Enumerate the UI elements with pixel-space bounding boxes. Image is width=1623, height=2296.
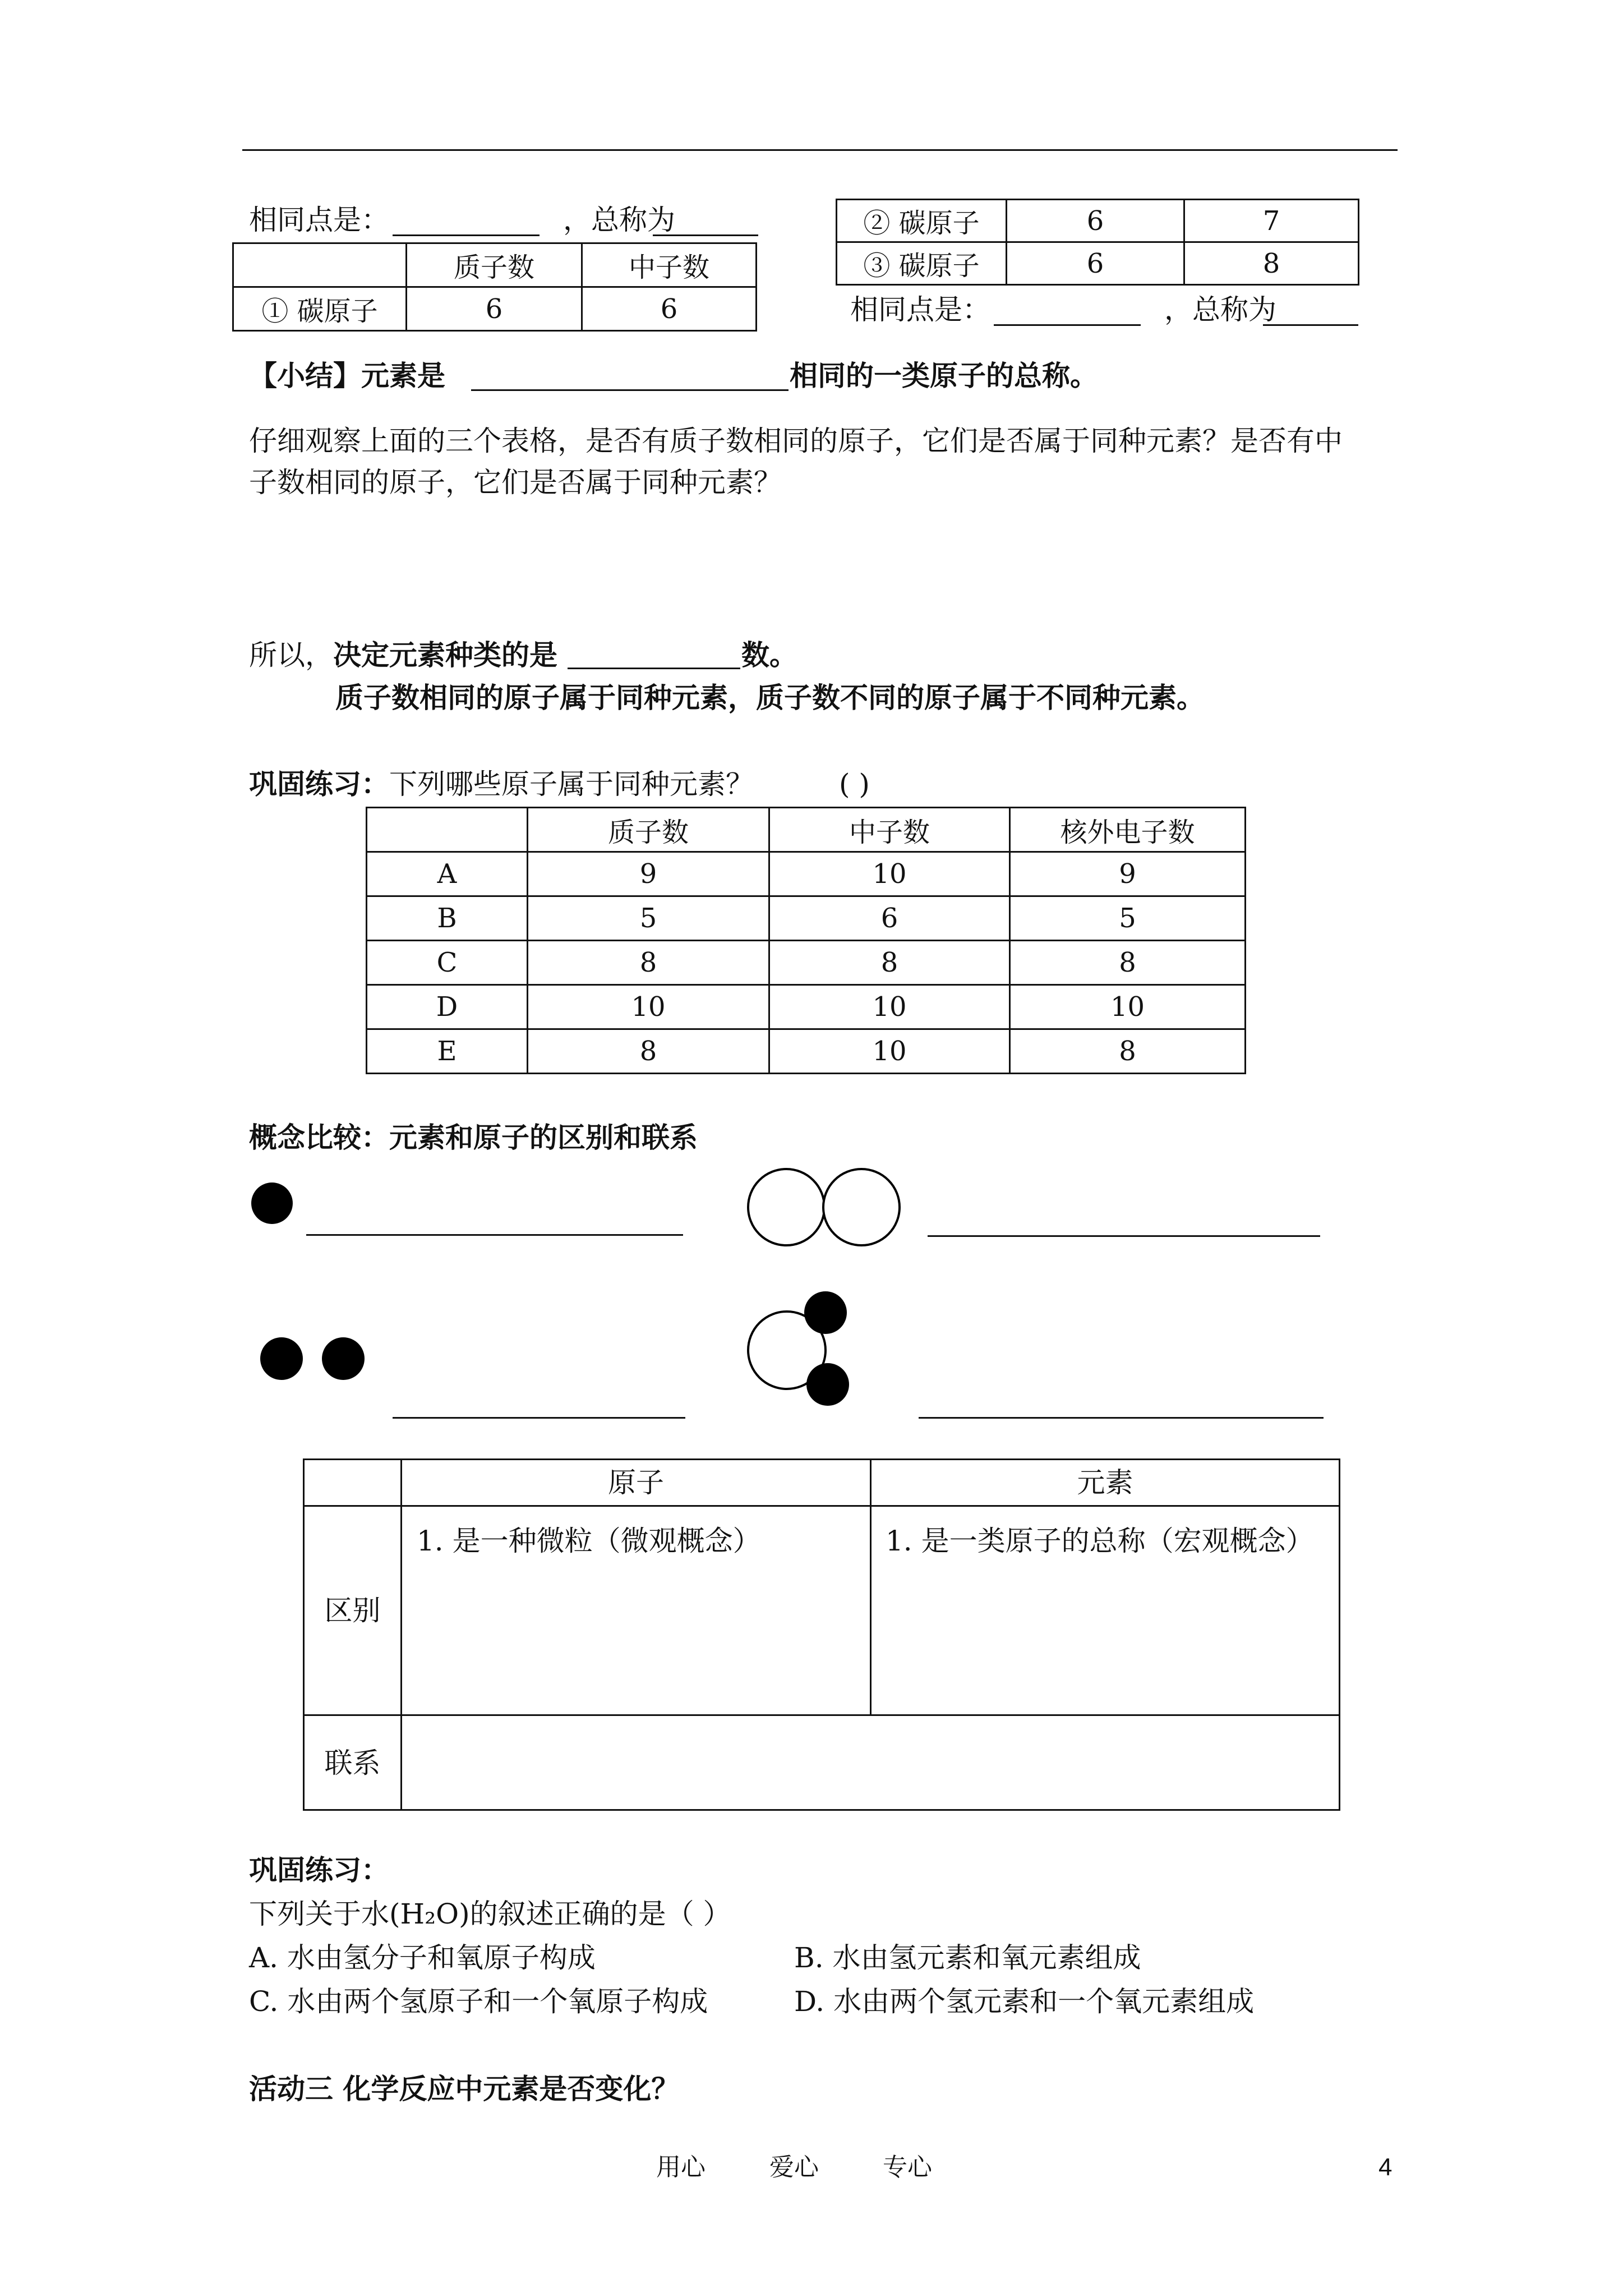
cell: 8: [528, 1029, 769, 1074]
answer-blank-3: [393, 1417, 685, 1419]
table-right-cell: 8: [1184, 242, 1359, 285]
cell: 10: [769, 852, 1010, 896]
practice1-title: 巩固练习：: [249, 767, 389, 800]
activity3-heading: 活动三 化学反应中元素是否变化？: [249, 2072, 680, 2105]
cell: 6: [769, 896, 1010, 941]
compare-row-divider-1: [305, 1505, 1339, 1507]
triatomic-molecule-icon-top: [804, 1291, 847, 1334]
row-label: B: [367, 896, 528, 941]
compare-diff-label: 区别: [324, 1594, 381, 1627]
blank-left-2: [653, 234, 758, 236]
compare-diff-atom: 1. 是一种微粒（微观概念）: [417, 1525, 761, 1557]
table-row: [367, 941, 1246, 985]
cell: 5: [528, 896, 769, 941]
compare-header-atom: 原子: [608, 1466, 664, 1499]
conclusion-blank: [568, 668, 740, 669]
cell: 10: [528, 985, 769, 1029]
summary-text-1: 元素是: [361, 359, 445, 392]
similar-right-mid: ，总称为: [1164, 293, 1276, 326]
footer-motto-2: 爱心: [769, 2153, 819, 2182]
cell: 8: [1010, 1029, 1246, 1074]
compare-header-element: 元素: [1077, 1466, 1133, 1499]
option-c: C. 水由两个氢原子和一个氧原子构成: [249, 1985, 708, 2018]
compare-link-label: 联系: [324, 1747, 381, 1779]
row-label: E: [367, 1029, 528, 1074]
row-label: A: [367, 852, 528, 896]
cell: 8: [1010, 941, 1246, 985]
two-atoms-icon-right: [322, 1337, 365, 1380]
table-row: [367, 1029, 1246, 1074]
question-line-2: 子数相同的原子，它们是否属于同种元素？: [249, 466, 782, 499]
similar-left-prefix: 相同点是：: [249, 204, 389, 236]
cell: 10: [769, 1029, 1010, 1074]
conclusion-text-2: 数。: [741, 638, 797, 671]
footer-motto-3: 专心: [883, 2153, 932, 2182]
practice1-header-proton: 质子数: [528, 808, 769, 852]
summary-text-2: 相同的一类原子的总称。: [790, 359, 1098, 392]
triatomic-molecule-icon-bottom: [806, 1363, 849, 1406]
cell: 9: [528, 852, 769, 896]
option-a: A. 水由氢分子和氧原子构成: [249, 1941, 596, 1974]
answer-blank-4: [919, 1417, 1324, 1419]
table-left-cell: ① 碳原子: [233, 287, 407, 331]
conclusion: [249, 638, 557, 672]
blank-right-1: [994, 324, 1141, 326]
similar-left-mid: ，总称为: [563, 204, 675, 236]
conclusion-prefix: 所以，: [249, 639, 333, 671]
cell: 10: [1010, 985, 1246, 1029]
practice2-stem: 下列关于水(H₂O)的叙述正确的是（ ）: [249, 1898, 731, 1930]
summary: [249, 359, 445, 393]
practice1-header-empty: [367, 808, 528, 852]
practice2-title: 巩固练习：: [249, 1853, 389, 1887]
table-row: [367, 985, 1246, 1029]
table-row: [367, 852, 1246, 896]
conclusion-line-2: 质子数相同的原子属于同种元素，质子数不同的原子属于不同种元素。: [335, 681, 1205, 714]
practice1-text: 下列哪些原子属于同种元素？: [389, 768, 754, 800]
compare-title: 概念比较：元素和原子的区别和联系: [249, 1121, 698, 1154]
table-left: [232, 242, 757, 332]
practice1-table: [366, 807, 1246, 1074]
blank-right-2: [1263, 324, 1358, 326]
question-line-1: 仔细观察上面的三个表格，是否有质子数相同的原子，它们是否属于同种元素？是否有中: [249, 425, 1343, 457]
diatomic-molecule-icon-right: [822, 1168, 901, 1246]
practice1-heading: [249, 767, 754, 801]
row-label: C: [367, 941, 528, 985]
practice1-header-neutron: 中子数: [769, 808, 1010, 852]
summary-prefix: 【小结】: [249, 359, 361, 392]
cell: 9: [1010, 852, 1246, 896]
page-number: 4: [1378, 2154, 1393, 2181]
table-right-cell: 7: [1184, 200, 1359, 242]
table-left-header-neutron: 中子数: [582, 243, 757, 287]
diatomic-molecule-icon-left: [747, 1168, 826, 1246]
table-right-cell: 6: [1007, 242, 1184, 285]
cell: 5: [1010, 896, 1246, 941]
similar-right-prefix: 相同点是：: [850, 293, 990, 326]
table-left-cell: 6: [407, 287, 582, 331]
option-d: D. 水由两个氢元素和一个氧元素组成: [794, 1985, 1255, 2018]
compare-table: [303, 1458, 1340, 1811]
two-atoms-icon-left: [260, 1337, 303, 1380]
table-left-header-empty: [233, 243, 407, 287]
compare-diff-element: 1. 是一类原子的总称（宏观概念）: [886, 1525, 1314, 1557]
summary-blank: [471, 389, 789, 391]
footer-motto-1: 用心: [656, 2153, 706, 2182]
table-left-cell: 6: [582, 287, 757, 331]
practice1-header-electron: 核外电子数: [1010, 808, 1246, 852]
conclusion-text-1: 决定元素种类的是: [333, 638, 557, 671]
table-left-header-proton: 质子数: [407, 243, 582, 287]
header-rule: [242, 149, 1398, 151]
similar-right: [850, 293, 1276, 326]
table-row: [367, 896, 1246, 941]
answer-blank-2: [928, 1235, 1320, 1237]
cell: 8: [528, 941, 769, 985]
compare-col-divider-1: [400, 1460, 402, 1809]
table-right-cell: 6: [1007, 200, 1184, 242]
table-right-cell: ② 碳原子: [837, 200, 1007, 242]
cell: 10: [769, 985, 1010, 1029]
answer-blank-1: [306, 1234, 683, 1236]
compare-row-divider-2: [305, 1714, 1339, 1716]
option-b: B. 水由氢元素和氧元素组成: [794, 1941, 1141, 1974]
similar-left: [249, 203, 675, 237]
table-right-cell: ③ 碳原子: [837, 242, 1007, 285]
single-atom-icon: [251, 1182, 293, 1224]
blank-left-1: [393, 234, 540, 236]
cell: 8: [769, 941, 1010, 985]
row-label: D: [367, 985, 528, 1029]
practice1-paren: ( ): [839, 768, 870, 800]
table-right: [836, 199, 1359, 286]
